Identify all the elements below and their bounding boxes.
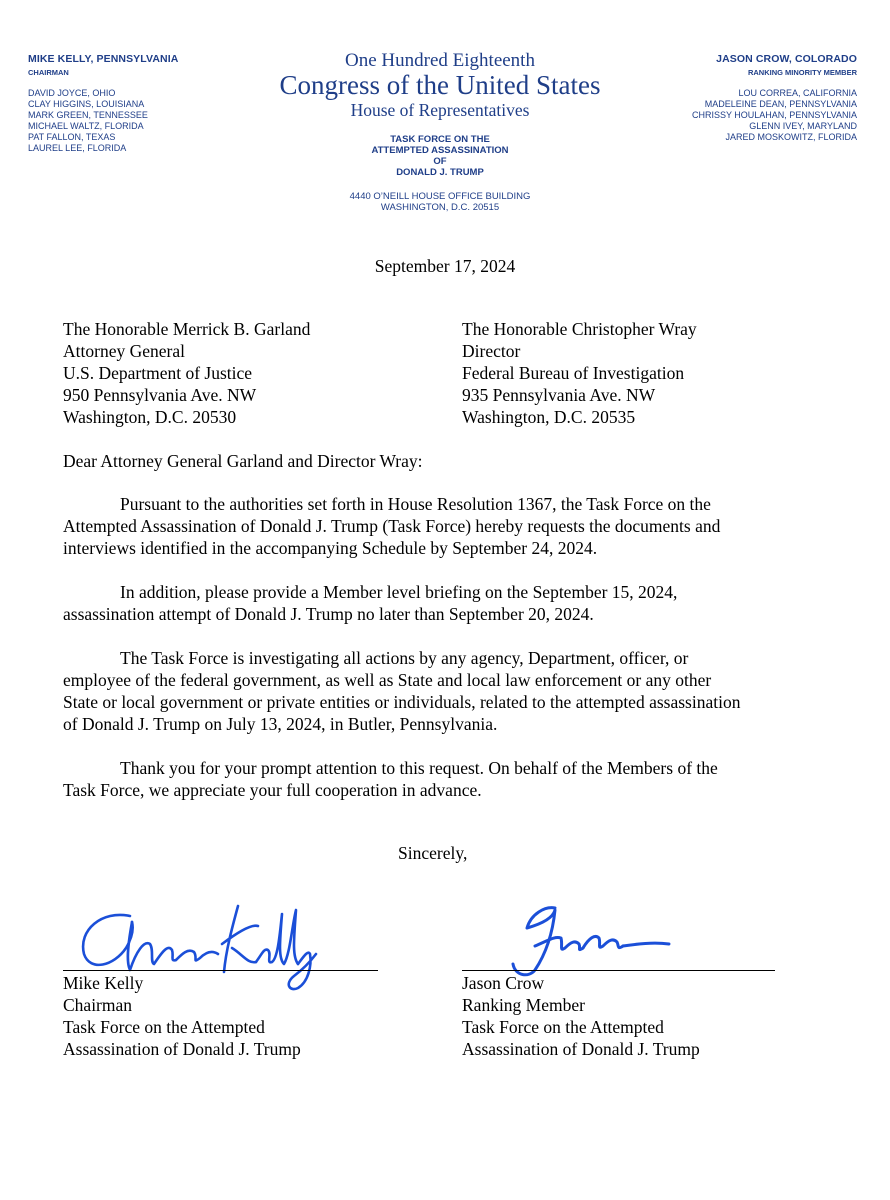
minority-member: MADELEINE DEAN, PENNSYLVANIA <box>704 99 857 109</box>
minority-member: CHRISSY HOULAHAN, PENNSYLVANIA <box>691 110 857 120</box>
ranking-member-name: JASON CROW, COLORADO <box>716 53 857 65</box>
paragraph-line: Thank you for your prompt attention to this request. On behalf of the Members of the <box>120 758 718 778</box>
crow-signature-line <box>462 970 775 971</box>
address-line: Washington, D.C. 20530 <box>63 407 237 427</box>
closing: Sincerely, <box>398 843 468 863</box>
office-address-line: WASHINGTON, D.C. 20515 <box>380 202 500 213</box>
signer-line: Chairman <box>63 995 133 1015</box>
letterhead-minority-column <box>597 53 857 143</box>
paragraph-line: interviews identified in the accompanying Schedule by September 24, 2024. <box>63 538 598 558</box>
majority-member: MARK GREEN, TENNESSEE <box>28 110 148 120</box>
recipient-address-wray <box>462 318 697 428</box>
address-line: Attorney General <box>63 341 185 361</box>
task-force-line: OF <box>433 156 447 167</box>
signature-block-kelly <box>63 972 301 1060</box>
chairman-title: CHAIRMAN <box>28 68 69 77</box>
ranking-member-title: RANKING MINORITY MEMBER <box>747 68 857 77</box>
paragraph-line: assassination attempt of Donald J. Trump no later than September 20, 2024. <box>63 604 594 624</box>
letterhead-center <box>245 50 635 213</box>
body-paragraph <box>63 493 823 559</box>
task-force-line: TASK FORCE ON THE <box>390 134 490 145</box>
signer-line: Ranking Member <box>462 995 585 1015</box>
address-line: The Honorable Christopher Wray <box>462 319 697 339</box>
paragraph-line: Task Force, we appreciate your full cooperation in advance. <box>63 780 482 800</box>
address-line: Federal Bureau of Investigation <box>462 363 685 383</box>
majority-member: DAVID JOYCE, OHIO <box>28 88 116 98</box>
signer-line: Task Force on the Attempted <box>63 1017 265 1037</box>
paragraph-line: The Task Force is investigating all actions by any agency, Department, officer, or <box>120 648 689 668</box>
majority-member: PAT FALLON, TEXAS <box>28 132 116 142</box>
chairman-name: MIKE KELLY, PENNSYLVANIA <box>28 53 179 65</box>
congress-title: Congress of the United States <box>279 70 601 100</box>
address-line: The Honorable Merrick B. Garland <box>63 319 311 339</box>
majority-member: CLAY HIGGINS, LOUISIANA <box>28 99 145 109</box>
address-line: Washington, D.C. 20535 <box>462 407 636 427</box>
majority-member: MICHAEL WALTZ, FLORIDA <box>28 121 144 131</box>
address-line: 935 Pennsylvania Ave. NW <box>462 385 656 405</box>
minority-member: GLENN IVEY, MARYLAND <box>749 121 857 131</box>
recipient-address-garland <box>63 318 310 428</box>
signer-line: Task Force on the Attempted <box>462 1017 664 1037</box>
signer-line: Assassination of Donald J. Trump <box>462 1039 700 1059</box>
paragraph-line: of Donald J. Trump on July 13, 2024, in Butler, Pennsylvania. <box>63 714 498 734</box>
body-paragraph <box>63 581 823 625</box>
signer-line: Mike Kelly <box>63 973 144 993</box>
congress-number: One Hundred Eighteenth <box>345 50 535 71</box>
task-force-line: DONALD J. TRUMP <box>396 167 484 178</box>
paragraph-line: State or local government or private entities or individuals, related to the attempted assassination <box>63 692 741 712</box>
task-force-title <box>245 134 635 178</box>
paragraph-line: In addition, please provide a Member level briefing on the September 15, 2024, <box>120 582 678 602</box>
office-address-line: 4440 O’NEILL HOUSE OFFICE BUILDING <box>349 191 531 202</box>
kelly-signature-line <box>63 970 378 971</box>
address-line: Director <box>462 341 521 361</box>
body-paragraph <box>63 757 823 801</box>
minority-member: JARED MOSKOWITZ, FLORIDA <box>725 132 857 142</box>
body-paragraph <box>63 647 823 735</box>
address-line: U.S. Department of Justice <box>63 363 253 383</box>
letter-date: September 17, 2024 <box>374 256 516 276</box>
paragraph-line: employee of the federal government, as well as State and local law enforcement or any other <box>63 670 712 690</box>
letterhead-majority-column <box>28 53 228 154</box>
signer-line: Assassination of Donald J. Trump <box>63 1039 301 1059</box>
paragraph-line: Attempted Assassination of Donald J. Trump (Task Force) hereby requests the documents and <box>63 516 721 536</box>
task-force-line: ATTEMPTED ASSASSINATION <box>371 145 509 156</box>
address-line: 950 Pennsylvania Ave. NW <box>63 385 257 405</box>
house-title: House of Representatives <box>350 100 530 120</box>
crow-signature <box>505 900 675 980</box>
office-address <box>245 191 635 213</box>
signer-line: Jason Crow <box>462 973 545 993</box>
paragraph-line: Pursuant to the authorities set forth in House Resolution 1367, the Task Force on the <box>120 494 711 514</box>
signature-block-crow <box>462 972 700 1060</box>
minority-member: LOU CORREA, CALIFORNIA <box>738 88 857 98</box>
majority-member: LAUREL LEE, FLORIDA <box>28 143 127 153</box>
salutation: Dear Attorney General Garland and Director Wray: <box>63 451 423 471</box>
